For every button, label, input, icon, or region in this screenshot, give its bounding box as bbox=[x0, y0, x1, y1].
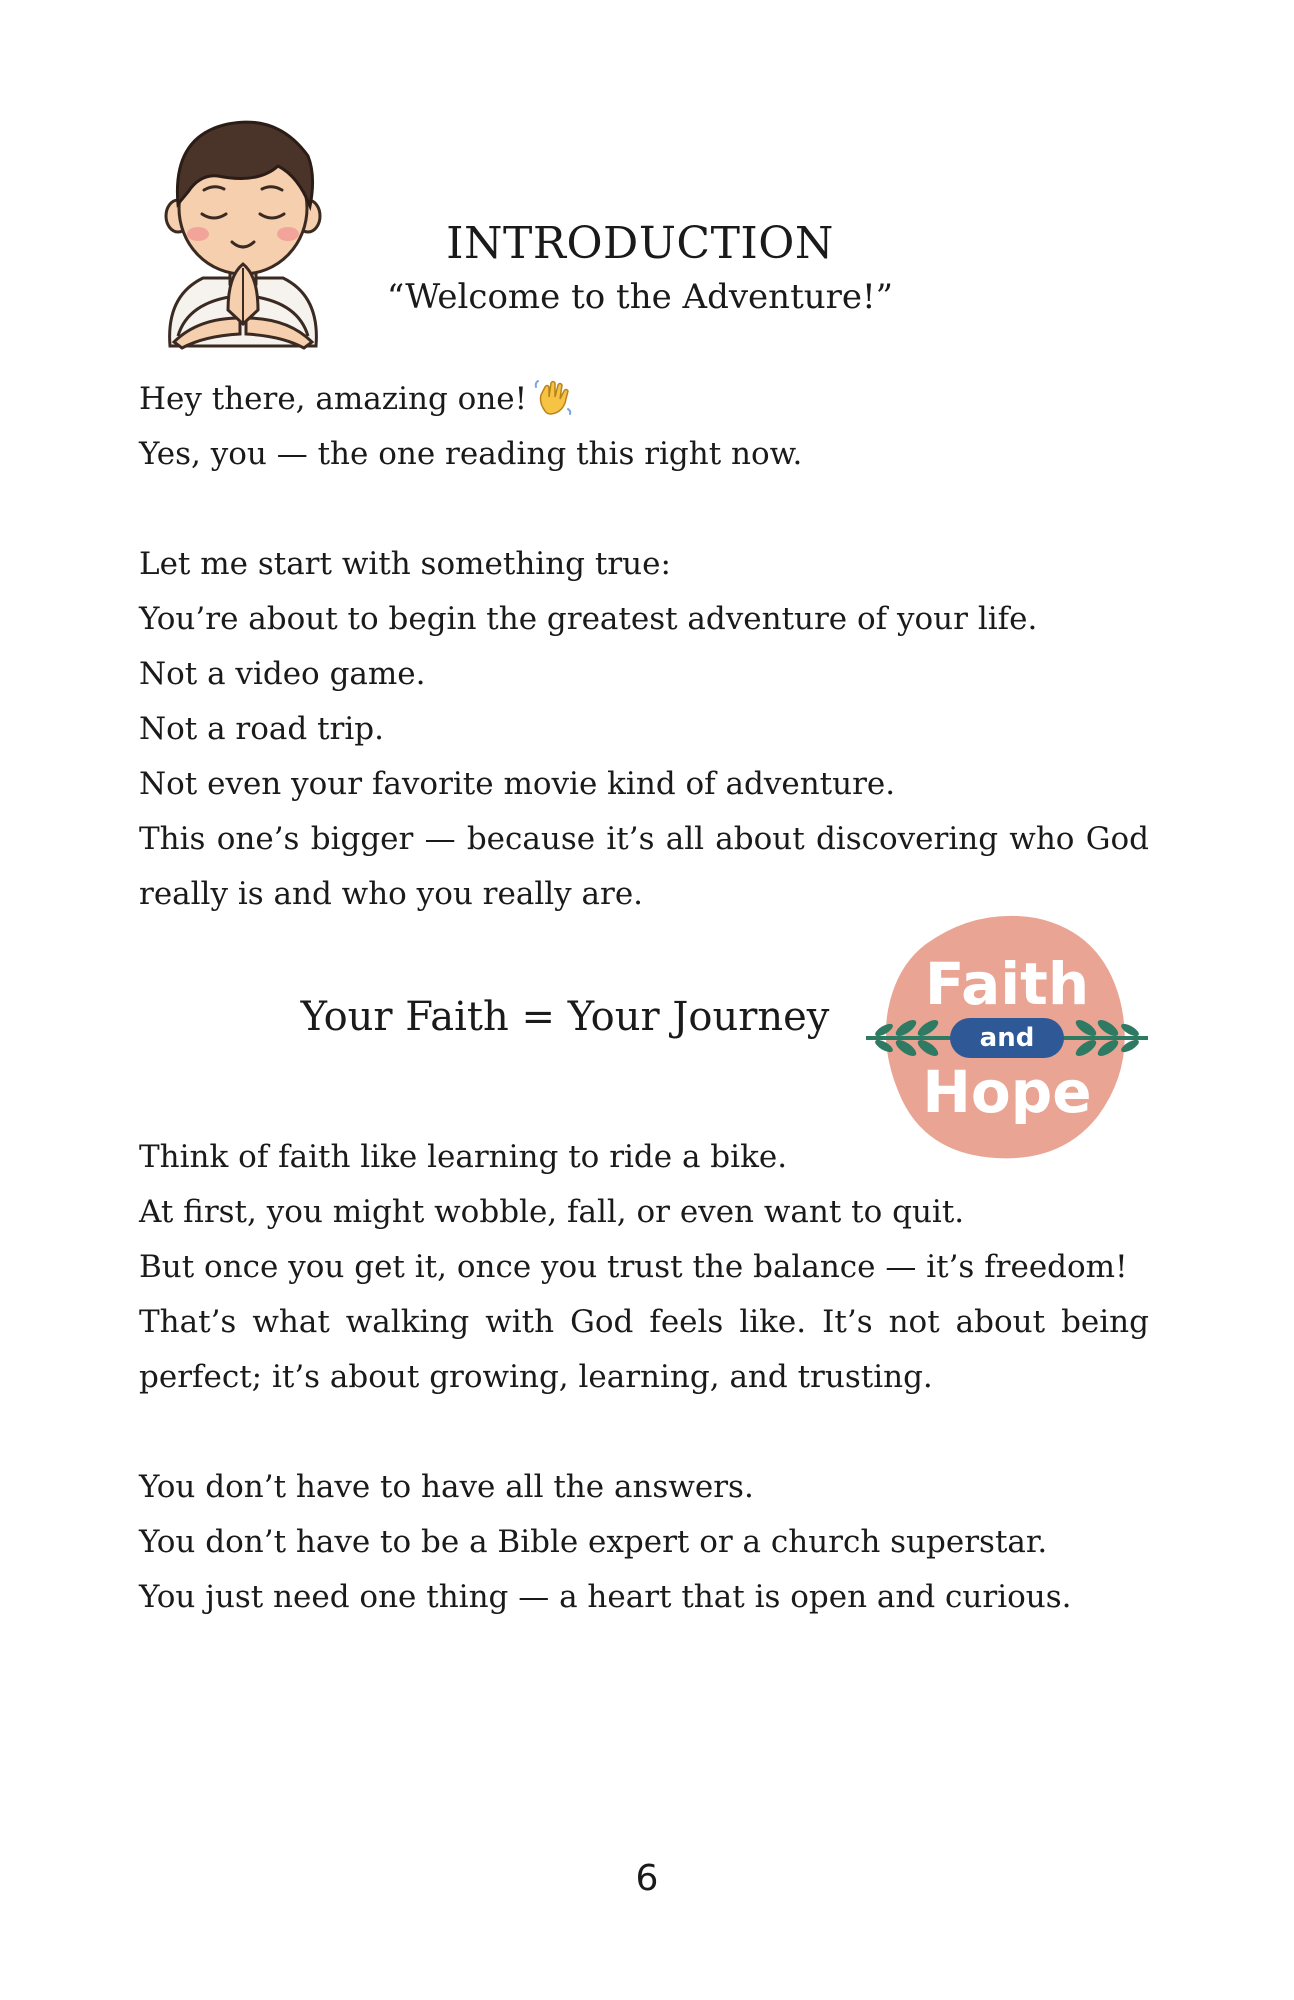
intro-text-block bbox=[139, 372, 1149, 922]
praying-boy-icon bbox=[148, 96, 338, 352]
waving-hand-icon bbox=[533, 377, 573, 417]
faith-text-block bbox=[139, 1130, 1149, 1625]
text-line: Hey there, amazing one! bbox=[139, 372, 1149, 427]
text-line: At first, you might wobble, fall, or even want to quit. bbox=[139, 1194, 965, 1230]
badge-hope-text: Hope bbox=[922, 1058, 1092, 1126]
text-line: You don’t have to have all the answers. bbox=[139, 1469, 754, 1505]
text-line: Not a road trip. bbox=[139, 711, 384, 747]
text-line: You don’t have to be a Bible expert or a church superstar. bbox=[139, 1524, 1048, 1560]
faith-and-hope-badge bbox=[866, 904, 1148, 1164]
text-line: Yes, you — the one reading this right now. bbox=[139, 436, 803, 472]
page-number: 6 bbox=[635, 1858, 659, 1899]
text-line: Let me start with something true: bbox=[139, 546, 671, 582]
text-line: This one’s bigger — because it’s all about discovering who God bbox=[139, 821, 1149, 857]
chapter-subtitle: “Welcome to the Adventure!” bbox=[386, 277, 894, 317]
text-line: Not even your favorite movie kind of adventure. bbox=[139, 766, 896, 802]
chapter-heading bbox=[380, 218, 900, 320]
badge-and-text: and bbox=[979, 1023, 1035, 1053]
badge-faith-text: Faith bbox=[924, 950, 1090, 1018]
journey-heading: Your Faith = Your Journey bbox=[300, 994, 830, 1040]
text-line: You’re about to begin the greatest adventure of your life. bbox=[139, 601, 1038, 637]
text-line: But once you get it, once you trust the balance — it’s freedom! bbox=[139, 1249, 1128, 1285]
text-line: perfect; it’s about growing, learning, and trusting. bbox=[139, 1359, 933, 1395]
text-line: Not a video game. bbox=[139, 656, 426, 692]
text-line: really is and who you really are. bbox=[139, 876, 644, 912]
text-line: Think of faith like learning to ride a bike. bbox=[139, 1139, 788, 1175]
text-line: That’s what walking with God feels like. It’s not about being bbox=[139, 1304, 1149, 1340]
chapter-title: INTRODUCTION bbox=[446, 218, 834, 269]
text-line: You just need one thing — a heart that is open and curious. bbox=[139, 1579, 1072, 1615]
